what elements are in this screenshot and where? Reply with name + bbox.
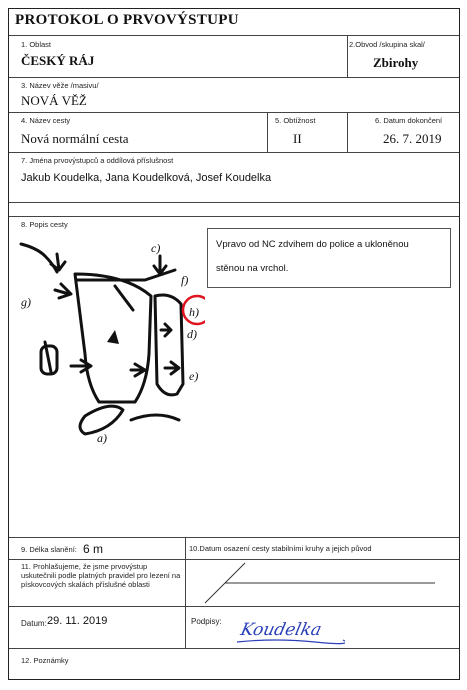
- rule: [9, 112, 459, 113]
- district-value: Zbirohy: [373, 55, 419, 70]
- route-description-line-1: Vpravo od NC zdvihem do police a ukloněnou: [216, 239, 409, 250]
- rule: [9, 216, 459, 217]
- route-sketch: [15, 234, 205, 446]
- bolts-date-label: 10.Datum osazení cesty stabilními kruhy a jejich původ: [189, 544, 372, 553]
- sketch-boulder-right: [131, 415, 179, 420]
- sketch-rock-line: [21, 244, 57, 272]
- sketch-label-e: e): [189, 369, 199, 383]
- completion-date-value: 26. 7. 2019: [383, 131, 442, 146]
- sketch-arrow-e: [165, 362, 179, 374]
- climbers-value: Jakub Koudelka, Jana Koudelková, Josef Koudelka: [21, 172, 272, 184]
- signature-label: Podpisy:: [191, 617, 222, 626]
- rule: [9, 537, 459, 538]
- protocol-form: [8, 8, 460, 680]
- rule: [9, 152, 459, 153]
- date-value: 29. 11. 2019: [47, 615, 108, 627]
- area-value: ČESKÝ RÁJ: [21, 53, 95, 68]
- empty-cell-diagonal: [185, 559, 461, 606]
- district-label: 2.Obvod /skupina skal/: [349, 40, 425, 49]
- declaration-text: 11. Prohlašujeme, že jsme prvovýstup uskutečnili podle platných pravidel pro lezení na pískovcových skalách příslušné oblasti: [21, 562, 181, 589]
- signature: Koudelka: [238, 620, 324, 640]
- rule: [9, 202, 459, 203]
- rule: [347, 35, 348, 77]
- date-label: Datum:: [21, 619, 47, 628]
- sketch-label-h: h): [189, 305, 199, 319]
- climbers-label: 7. Jména prvovýstupců a oddílová příslušnost: [21, 156, 174, 165]
- form-title: PROTOKOL O PRVOVÝSTUPU: [15, 12, 239, 28]
- rappel-length-label: 9. Délka slanění:: [21, 545, 77, 554]
- route-description-label: 8. Popis cesty: [21, 220, 68, 229]
- sketch-arrow-d: [161, 324, 171, 336]
- completion-date-label: 6. Datum dokončení: [375, 116, 443, 125]
- rule: [347, 112, 348, 152]
- sketch-label-c: c): [151, 241, 161, 255]
- area-label: 1. Oblast: [21, 40, 52, 49]
- route-description-line-2: stěnou na vrchol.: [216, 263, 289, 274]
- sketch-label-d: d): [187, 327, 197, 341]
- sketch-label-g: g): [21, 295, 31, 309]
- rule: [267, 112, 268, 152]
- rule: [9, 648, 459, 649]
- rappel-length-value: 6 m: [83, 542, 104, 556]
- signature-underline: [235, 637, 345, 645]
- sketch-boulder-a: [80, 406, 123, 434]
- sketch-arrow-g: [55, 284, 71, 298]
- rule: [9, 35, 459, 36]
- sketch-summit-mark: [107, 330, 119, 344]
- difficulty-value: II: [293, 131, 302, 146]
- route-description-box: [207, 228, 451, 288]
- sketch-label-a: a): [97, 431, 107, 445]
- sketch-arrow-c: [154, 256, 166, 274]
- rule: [9, 606, 459, 607]
- difficulty-label: 5. Obtížnost: [275, 116, 316, 125]
- sketch-label-f: f): [181, 273, 189, 287]
- tower-value: NOVÁ VĚŽ: [21, 93, 87, 108]
- tower-label: 3. Název věže /masivu/: [21, 81, 99, 90]
- route-name-value: Nová normální cesta: [21, 131, 129, 146]
- rule: [9, 77, 459, 78]
- sketch-pillar-outline: [155, 295, 183, 395]
- sketch-arrow-b: [131, 364, 145, 376]
- notes-label: 12. Poznámky: [21, 656, 69, 665]
- sketch-route-line: [115, 286, 133, 310]
- route-name-label: 4. Název cesty: [21, 116, 71, 125]
